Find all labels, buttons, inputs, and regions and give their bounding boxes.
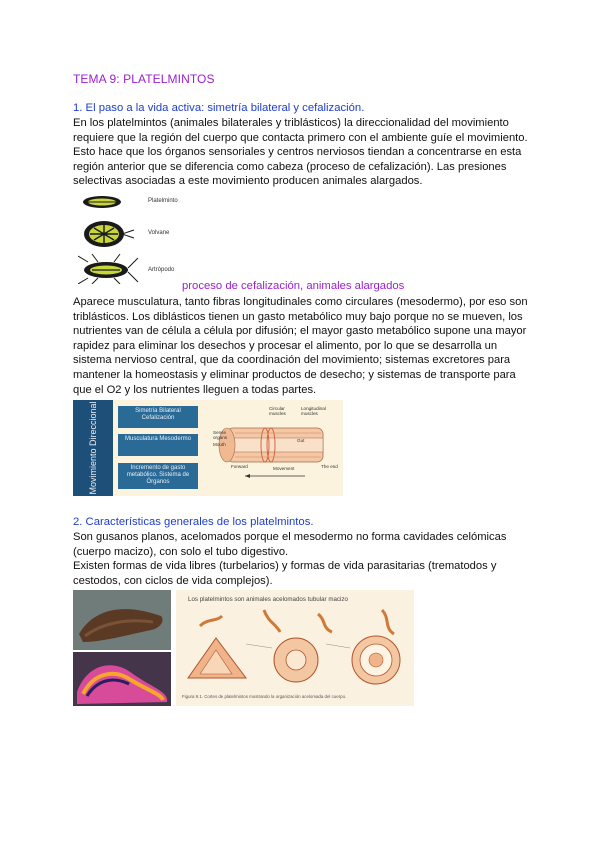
- label-forward: Forward: [231, 464, 248, 469]
- section-2-paragraph-2: Existen formas de vida libres (turbelarios) y formas de vida parasitarias (trematodos y cestodos, con ciclos de vida complejos).: [73, 560, 497, 587]
- worm-body-diagram: [205, 406, 341, 492]
- label-longitudinal-muscles: Longitudinal muscles: [301, 406, 326, 416]
- marine-flatworm-photo: [73, 652, 171, 706]
- label-mouth: Mouth: [213, 442, 226, 447]
- figure-box-metabolism: Incremento de gasto metabólico. Sistema de Órganos: [118, 463, 198, 489]
- cephalization-caption: proceso de cefalización, animales alargados: [182, 280, 405, 292]
- figure-side-label: Movimiento Direccional: [88, 401, 98, 495]
- flatworm-photo: [73, 590, 171, 650]
- acoelomate-figure: [176, 590, 414, 706]
- section-1-heading: 1. El paso a la vida activa: simetría bilateral y cefalización.: [73, 102, 365, 114]
- insect-label-1: Platelminto: [148, 198, 178, 204]
- acoelomate-diagram: [176, 604, 414, 694]
- directional-movement-figure: [73, 400, 343, 496]
- animals-drawing: [78, 192, 198, 284]
- page-title: TEMA 9: PLATELMINTOS: [73, 72, 215, 86]
- section-2-heading: 2. Características generales de los platelmintos.: [73, 516, 314, 528]
- insect-label-3: Artrópodo: [148, 267, 175, 273]
- flatworm-photo-drawing: [73, 590, 171, 650]
- section-1-paragraph: En los platelmintos (animales bilaterales y triblásticos) la direccionalidad del movimiento requiere que la región del cuerpo que contacta primero con el ambiente guíe el movimiento. Esto hace que los órganos sensoriales y centros nerviosos tiendan a concentrarse en esta región anterior que se diferencia como cabeza (proceso de cefalización). Las presiones selectivas asociadas a este movimiento producen animales alargados.: [73, 117, 528, 188]
- figure-side-panel: [73, 400, 113, 496]
- label-circular-muscles: Circular muscles: [269, 406, 286, 416]
- label-movement: Movement: [273, 466, 295, 471]
- figure-box-muscles: Musculatura Mesodermo: [118, 434, 198, 456]
- label-rear: The end: [321, 464, 338, 469]
- cephalization-illustration: [78, 192, 198, 284]
- label-sense-organs: Sense organs: [213, 430, 228, 440]
- section-2-paragraph-1: Son gusanos planos, acelomados porque el mesodermo no forma cavidades celómicas (cuerpo macizo), con solo el tubo digestivo.: [73, 531, 507, 558]
- acoelomate-figure-title: Los platelmintos son animales acelomados tubular macizo: [188, 596, 348, 603]
- section-1-paragraph-2: Aparece musculatura, tanto fibras longitudinales como circulares (mesodermo), por eso son triblásticos. Los diblásticos tienen un gasto metabólico muy bajo porque no se mueven, los nutrientes van de célula a célula por difusión; el mayor gasto metabólico supone una mayor rapidez para eliminar los desechos y procesar el alimento, por lo que se desarrolla un sistema nervioso central, que da coordinación del movimiento; sistemas excretores para mantener la homeostasis y eliminar productos de desecho; y sistemas de transporte para que el O2 y los nutrientes lleguen a todas partes.: [73, 296, 528, 396]
- acoelomate-figure-caption: Figura 9.1. Cortes de platelmintos mostrando la organización acelomada del cuerpo.: [182, 694, 347, 699]
- insect-label-2: Volvane: [148, 230, 170, 236]
- label-gut: Gut: [297, 438, 305, 443]
- figure-box-symmetry: Simetría Bilateral Cefalización: [118, 406, 198, 428]
- marine-flatworm-drawing: [73, 652, 171, 706]
